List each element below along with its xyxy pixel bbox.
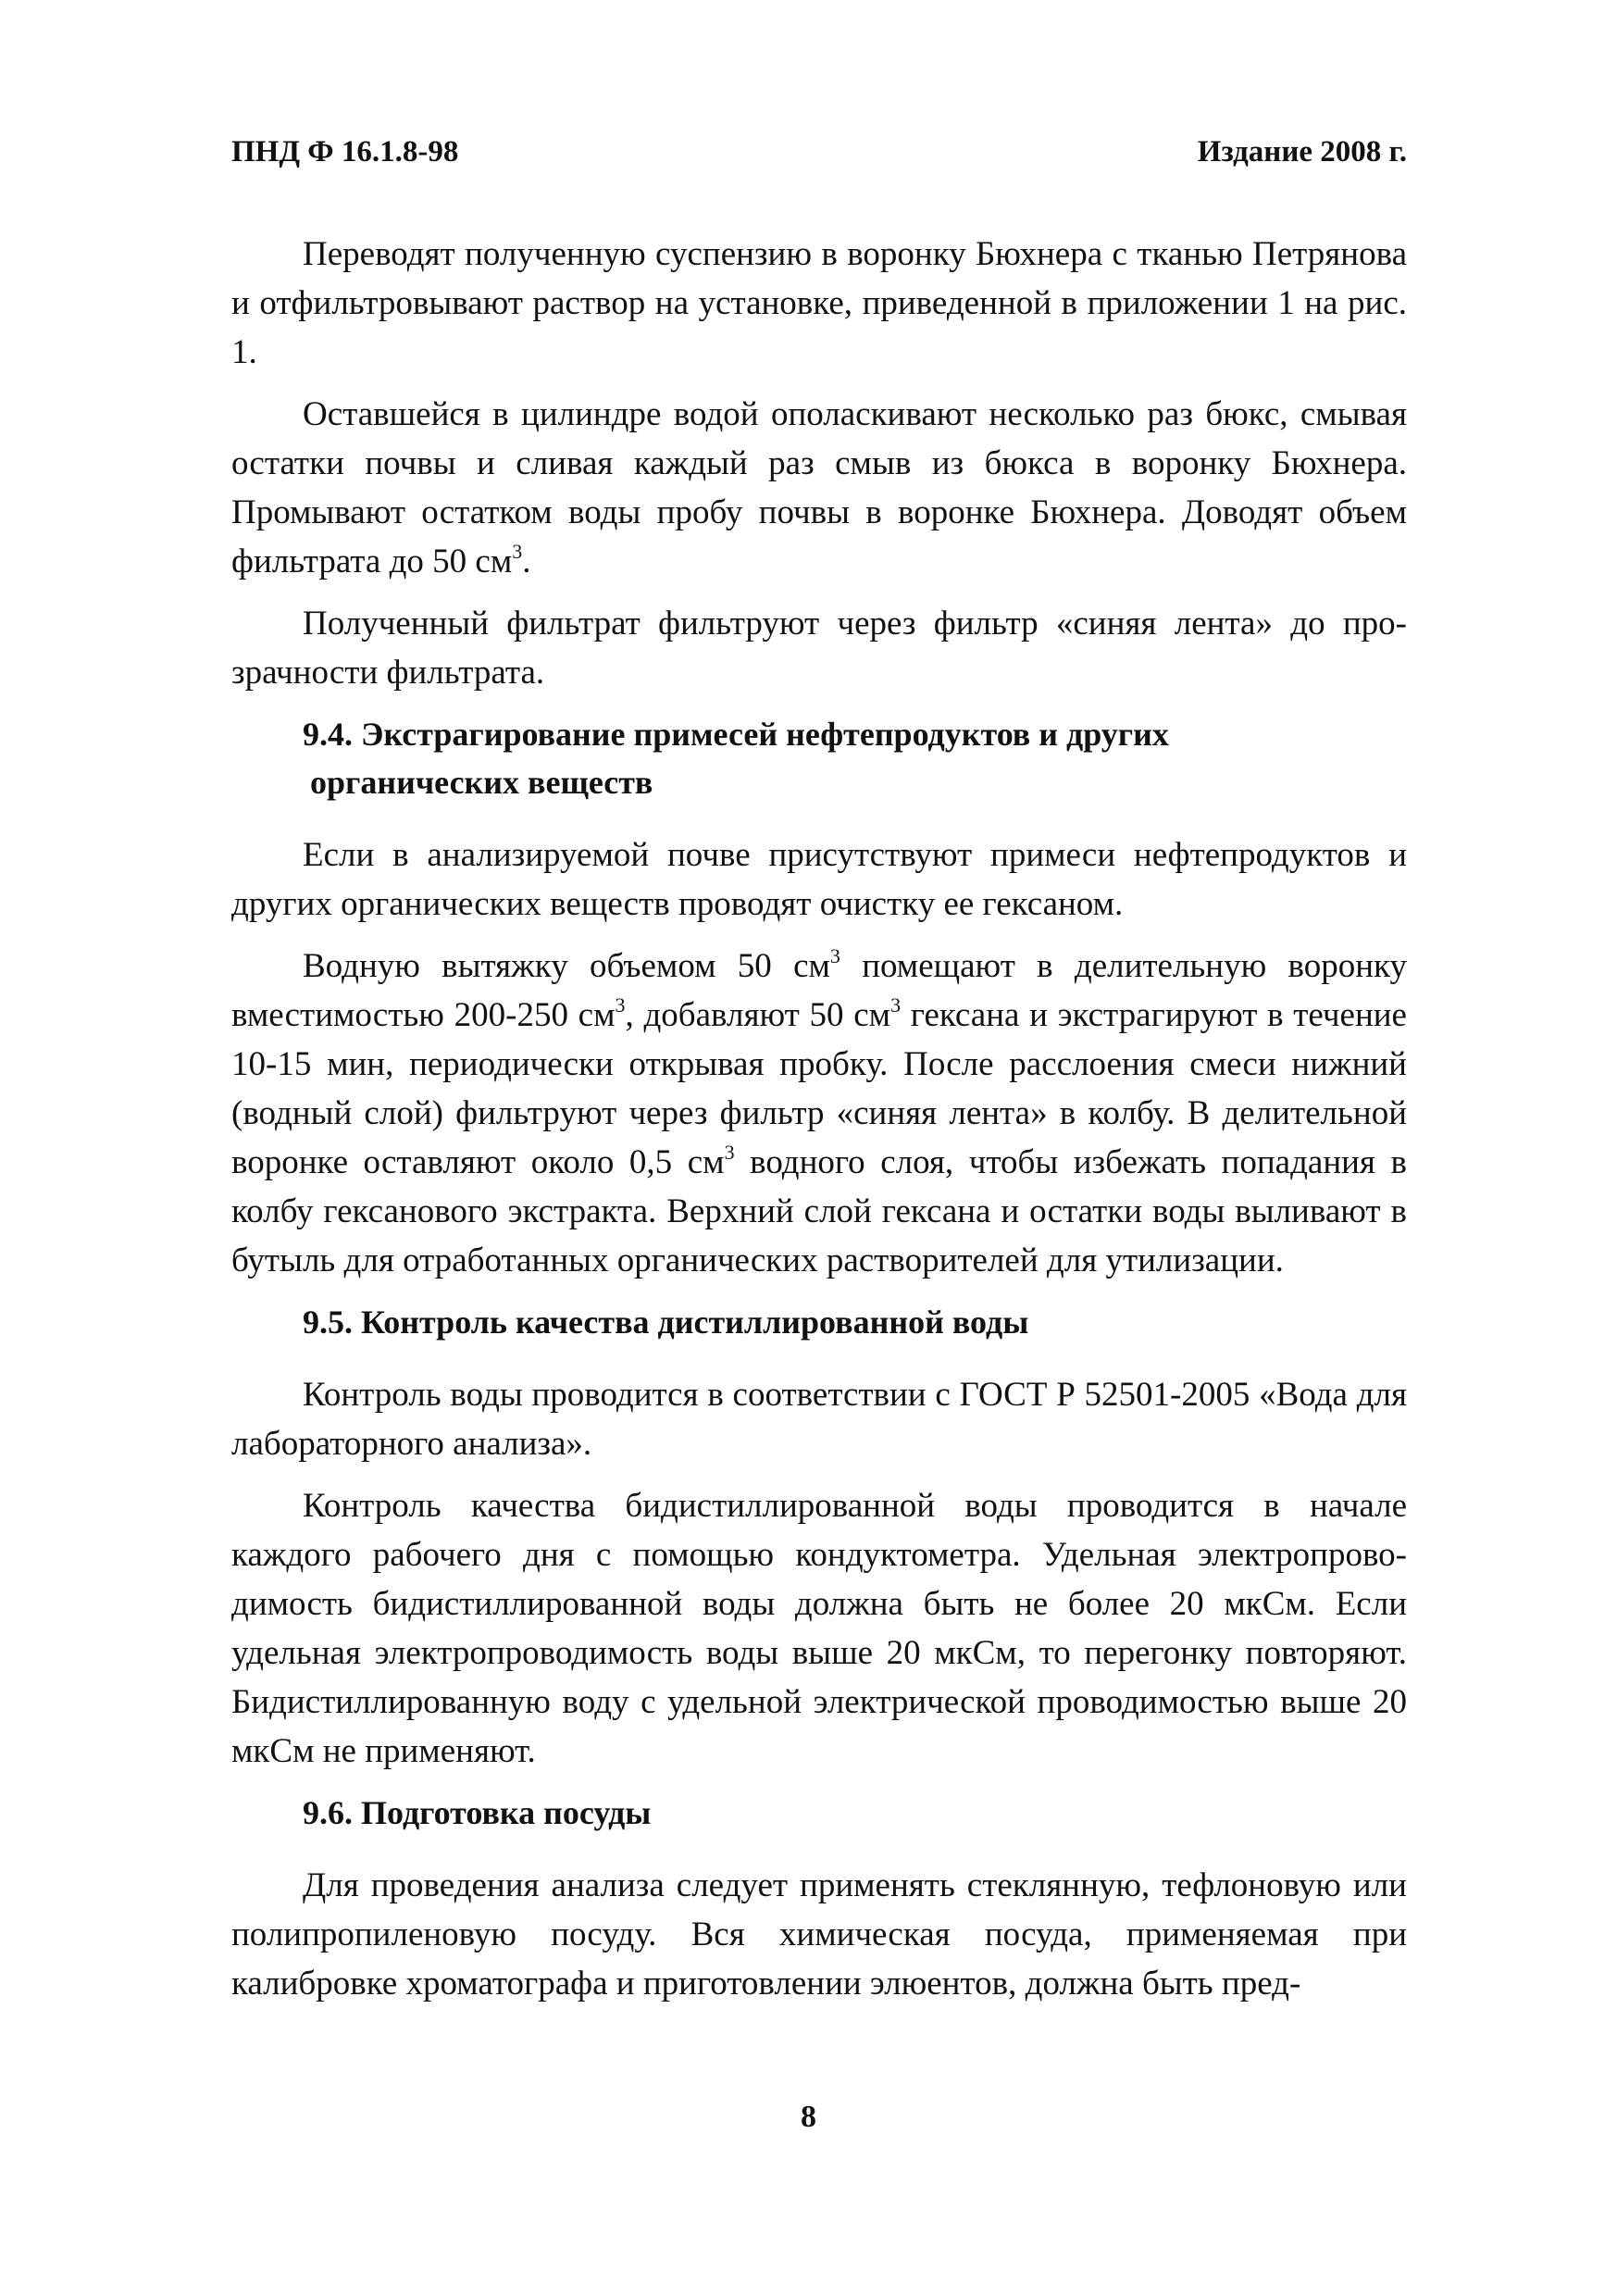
section-heading-line: органических веществ — [310, 764, 653, 801]
paragraph-text: гексана и экстрагируют в течение 10-15 мин, периодически открывая пробку. После расслоения смеси нижний (водный слой) фильтруют через фильтр «синяя лента» в колбу. В делительной воронке оставляют около 0,5 см — [231, 996, 1407, 1181]
document-code: ПНД Ф 16.1.8-98 — [231, 135, 459, 168]
paragraph-extraction-procedure — [231, 942, 1407, 1285]
paragraph-glassware-preparation: Для проведения анализа следует применять стеклянную, тефлоновую или полипропиленовую посуду. Вся химическая посуда, применяемая при калибровке хроматографа и приготовлении элюентов, должна быть пред- — [231, 1866, 1407, 2003]
cubic-superscript: 3 — [890, 993, 902, 1017]
cubic-superscript: 3 — [829, 944, 840, 967]
section-heading-9-6: 9.6. Подготовка посуды — [303, 1794, 652, 1831]
paragraph-text: водного слоя, чтобы избежать попадания в колбу гексанового экстракта. Верхний слой гексана и остатки воды выливают в бутыль для отработанных органических растворителей для утилизации. — [231, 1143, 1407, 1279]
cubic-superscript: 3 — [512, 540, 523, 563]
paragraph-suspension-transfer: Переводят полученную суспензию в воронку Бюхнера с тканью Петрянова и отфильтровывают раствор на установке, приведенной в приложении 1 на рис. 1. — [231, 235, 1407, 371]
paragraph-text: . — [522, 543, 531, 580]
paragraph-text: Водную вытяжку объемом 50 см — [303, 947, 830, 985]
edition-year: Издание 2008 г. — [1197, 135, 1407, 168]
paragraph-bidistilled-water-quality: Контроль качества бидистиллированной воды проводится в начале каждого рабочего дня с помощью кондуктометра. Удельная электропроводимость бидистиллированной воды должна быть не более 20 мкСм. Если удельная электропроводимость воды выше 20 мкСм, то перегонку повторяют. Бидистиллированную воду с удельной электрической проводимостью выше 20 мкСм не применяют. — [231, 1487, 1407, 1770]
paragraph-rinse-bottle — [231, 390, 1407, 586]
cubic-superscript: 3 — [615, 993, 626, 1017]
section-heading-line: 9.4. Экстрагирование примесей нефтепродуктов и других — [303, 716, 1169, 753]
paragraph-filtration: Полученный фильтрат фильтруют через фильтр «синяя лента» до прозрачности фильтрата. — [231, 605, 1407, 692]
section-heading-9-4 — [231, 710, 1407, 806]
paragraph-text: помещают в делительную воронку вместимостью 200-250 см — [231, 947, 1407, 1034]
paragraph-hexane-cleanup: Если в анализируемой почве присутствуют примеси нефтепродуктов и других органических веществ проводят очистку ее гексаном. — [231, 836, 1407, 923]
page-body — [231, 230, 1407, 2021]
page-number: 8 — [801, 2100, 816, 2134]
paragraph-text: Оставшейся в цилиндре водой ополаскивают несколько раз бюкс, смывая остатки почвы и сливая каждый раз смыв из бюкса в воронку Бюхнера. Промывают остатком воды пробу почвы в воронке Бюхнера. Доводят объем фильтрата до 50 см — [231, 395, 1407, 580]
paragraph-water-control-standard: Контроль воды проводится в соответствии с ГОСТ Р 52501-2005 «Вода для лабораторного анализа». — [231, 1376, 1407, 1463]
section-heading-9-5: 9.5. Контроль качества дистиллированной воды — [303, 1304, 1029, 1341]
running-header — [231, 135, 1407, 181]
paragraph-text: , добавляют 50 см — [625, 996, 891, 1034]
cubic-superscript: 3 — [724, 1141, 735, 1164]
